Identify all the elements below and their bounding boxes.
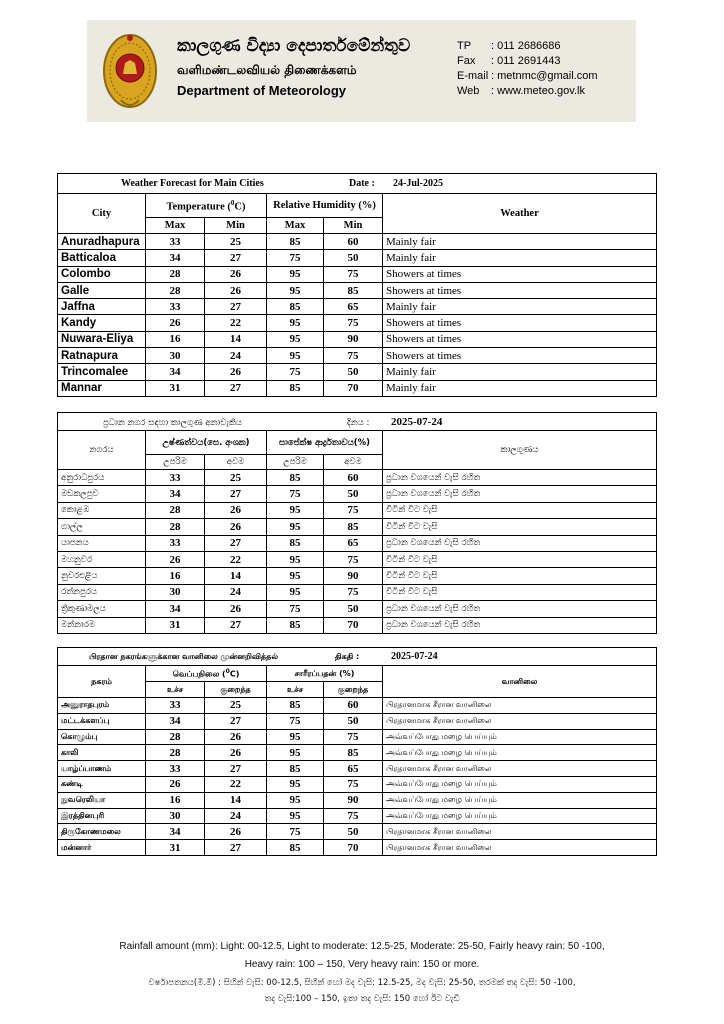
rh-min: 90 (324, 568, 383, 584)
table-row (58, 729, 657, 745)
table-row (58, 713, 657, 729)
table-body (58, 698, 657, 856)
rh-min: 65 (324, 299, 383, 315)
temp-min: 26 (205, 601, 267, 617)
table-row (58, 331, 657, 347)
rh-min: 70 (324, 380, 383, 396)
rh-min: 65 (324, 761, 383, 777)
rh-max: 95 (267, 568, 324, 584)
rh-min: 75 (324, 584, 383, 600)
header-temperature: උෂ්ණත්වය(සෙ. අංශක) (146, 431, 267, 455)
rh-max: 95 (267, 502, 324, 518)
table-row (58, 299, 657, 315)
temp-min: 25 (205, 470, 267, 486)
header-humidity: சாரீரப்பதன் (%) (267, 666, 383, 682)
rainfall-legend-english (0, 938, 724, 974)
temp-min: 26 (205, 519, 267, 535)
temp-max: 34 (146, 250, 205, 266)
table-row (58, 617, 657, 633)
sri-lanka-emblem-icon (101, 30, 159, 112)
temp-min: 26 (205, 745, 267, 761)
city-name: Batticaloa (58, 250, 146, 266)
city-name: මඩකලපුව (58, 486, 146, 502)
temp-min: 27 (205, 713, 267, 729)
rh-min: 90 (324, 331, 383, 347)
table-row (58, 601, 657, 617)
weather-description: பிரதானமாக சீரான வானிலை (383, 698, 657, 714)
rh-max: 75 (267, 486, 324, 502)
weather-description: Mainly fair (383, 299, 657, 315)
table-row (58, 502, 657, 518)
table-row (58, 470, 657, 486)
weather-description: பிரதானமாக சீரான வானிலை (383, 840, 657, 856)
table-title: பிரதான நகரங்களுக்கான வானிலை முன்னறிவித்தல் (89, 652, 278, 661)
city-name: මහනුවර (58, 551, 146, 567)
weather-description: Showers at times (383, 331, 657, 347)
header-rh-min: Min (324, 218, 383, 234)
table-row (58, 568, 657, 584)
header-temperature: Temperature ($^0$C) (146, 194, 267, 218)
city-name: යාපනය (58, 535, 146, 551)
weather-description: Showers at times (383, 266, 657, 282)
rh-max: 95 (267, 331, 324, 347)
rh-max: 85 (267, 470, 324, 486)
header-temp-max: උපරිම (146, 455, 205, 470)
table-row (58, 348, 657, 364)
forecast-date: 24-Jul-2025 (393, 178, 443, 189)
city-name: காலி (58, 745, 146, 761)
contact-value: : 011 2691443 (491, 55, 561, 67)
rh-min: 75 (324, 729, 383, 745)
header-temperature-unit: C) (229, 669, 240, 679)
rh-min: 50 (324, 364, 383, 380)
weather-description: විටින් විට වැසි (383, 551, 657, 567)
rh-min: 85 (324, 282, 383, 298)
header-weather: Weather (383, 194, 657, 234)
city-name: අනුරාධපුරය (58, 470, 146, 486)
temp-min: 27 (205, 535, 267, 551)
city-name: Nuwara-Eliya (58, 331, 146, 347)
header-weather: කාලගුණය (383, 431, 657, 470)
date-label: දිනය : (347, 417, 370, 428)
header-humidity: Relative Humidity (%) (267, 194, 383, 218)
temp-min: 26 (205, 824, 267, 840)
table-row (58, 315, 657, 331)
temp-max: 33 (146, 234, 205, 250)
rh-max: 95 (267, 792, 324, 808)
header-temp-min: குறைந்த (205, 682, 267, 698)
header-rh-max: உச்ச (267, 682, 324, 698)
city-name: Mannar (58, 380, 146, 396)
temp-max: 26 (146, 315, 205, 331)
temp-min: 22 (205, 551, 267, 567)
rh-min: 60 (324, 470, 383, 486)
rh-max: 75 (267, 713, 324, 729)
weather-description: ප්‍රධාන වශයෙන් වැසි රහිත (383, 470, 657, 486)
city-name: Ratnapura (58, 348, 146, 364)
rh-max: 75 (267, 601, 324, 617)
temp-max: 28 (146, 502, 205, 518)
contact-value: : 011 2686686 (491, 40, 561, 52)
table-row (58, 486, 657, 502)
temp-max: 28 (146, 745, 205, 761)
rh-max: 95 (267, 348, 324, 364)
temp-max: 33 (146, 299, 205, 315)
table-title-row (58, 413, 657, 431)
rh-max: 85 (267, 698, 324, 714)
header-city: நகரம் (58, 666, 146, 698)
city-name: மன்னார் (58, 840, 146, 856)
contact-label: Web (457, 85, 480, 97)
temp-max: 16 (146, 568, 205, 584)
rh-max: 85 (267, 299, 324, 315)
weather-description: பிரதானமாக சீரான வானிலை (383, 761, 657, 777)
temp-max: 30 (146, 808, 205, 824)
weather-description: Mainly fair (383, 364, 657, 380)
contact-email (457, 69, 598, 84)
rh-max: 85 (267, 234, 324, 250)
rh-min: 85 (324, 519, 383, 535)
rh-min: 75 (324, 502, 383, 518)
contact-label: Fax (457, 55, 476, 67)
city-name: ත්‍රිකුණාමලය (58, 601, 146, 617)
rh-max: 95 (267, 584, 324, 600)
weather-description: Mainly fair (383, 234, 657, 250)
weather-description: அவ்வப்போது மழை பெய்யும் (383, 729, 657, 745)
table-row (58, 519, 657, 535)
table-row (58, 745, 657, 761)
rh-min: 75 (324, 348, 383, 364)
header-city: City (58, 194, 146, 234)
temp-max: 28 (146, 266, 205, 282)
contact-value: : www.meteo.gov.lk (491, 85, 585, 97)
rh-max: 95 (267, 729, 324, 745)
weather-description: Mainly fair (383, 380, 657, 396)
rh-min: 75 (324, 266, 383, 282)
city-name: கொழும்பு (58, 729, 146, 745)
rh-min: 50 (324, 250, 383, 266)
rainfall-legend-sinhala (0, 975, 724, 1007)
table-title: ප්‍රධාන නගර සඳහා කාලගුණ අනාවැකිය (103, 417, 242, 428)
rh-max: 95 (267, 519, 324, 535)
weather-description: அவ்வப்போது மழை பெய்யும் (383, 792, 657, 808)
forecast-table-tamil (57, 647, 657, 856)
table-row (58, 840, 657, 856)
weather-description: ප්‍රධාන වශයෙන් වැසි රහිත (383, 486, 657, 502)
temp-max: 31 (146, 617, 205, 633)
forecast-date: 2025-07-24 (391, 415, 443, 428)
weather-description: විටින් විට වැසි (383, 519, 657, 535)
temp-max: 26 (146, 776, 205, 792)
weather-description: විටින් විට වැසි (383, 584, 657, 600)
rh-min: 50 (324, 713, 383, 729)
rainfall-legend-line: වර්ෂාපතනය(මි.මී) : සිහින් වැසි: 00-12.5, සිහින් හෝ මද වැසි: 12.5-25, මද වැසි: 25-50, තරමක් තද වැසි: 50 -100, (148, 978, 576, 988)
city-name: மட்டக்களப்பு (58, 713, 146, 729)
temp-max: 31 (146, 380, 205, 396)
rh-max: 85 (267, 380, 324, 396)
table-title-row (58, 648, 657, 666)
rh-min: 75 (324, 551, 383, 567)
weather-description: அவ்வப்போது மழை பெய்யும் (383, 808, 657, 824)
temp-max: 34 (146, 713, 205, 729)
rh-min: 75 (324, 776, 383, 792)
temp-max: 26 (146, 551, 205, 567)
header-temperature-label: வெப்பநிலை ( (172, 669, 226, 679)
temp-max: 33 (146, 698, 205, 714)
temp-min: 25 (205, 698, 267, 714)
temp-max: 28 (146, 729, 205, 745)
weather-description: Showers at times (383, 315, 657, 331)
city-name: திருகோணமலை (58, 824, 146, 840)
weather-description: ප්‍රධාන වශයෙන් වැසි රහිත (383, 601, 657, 617)
department-name-english: Department of Meteorology (177, 83, 347, 98)
table-row (58, 266, 657, 282)
temp-min: 24 (205, 584, 267, 600)
rh-max: 75 (267, 824, 324, 840)
header-city: නගරය (58, 431, 146, 470)
rh-min: 75 (324, 808, 383, 824)
rh-max: 95 (267, 745, 324, 761)
temp-min: 27 (205, 250, 267, 266)
city-name: யாழ்ப்பாணம் (58, 761, 146, 777)
city-name: ගාල්ල (58, 519, 146, 535)
temp-min: 25 (205, 234, 267, 250)
department-name-sinhala: කාලගුණ විද්‍යා දෙපාර්තමේන්තුව (177, 36, 411, 56)
rh-min: 90 (324, 792, 383, 808)
city-name: රත්නපුරය (58, 584, 146, 600)
table-body (58, 234, 657, 397)
temp-min: 24 (205, 348, 267, 364)
table-body (58, 470, 657, 634)
header-temp-min: Min (205, 218, 267, 234)
temp-min: 22 (205, 315, 267, 331)
table-row (58, 282, 657, 298)
rainfall-legend-line: Rainfall amount (mm): Light: 00-12.5, Light to moderate: 12.5-25, Moderate: 25-50, Fairly heavy rain: 50 -100, (119, 941, 605, 952)
rh-min: 50 (324, 486, 383, 502)
rainfall-legend-line: Heavy rain: 100 – 150, Very heavy rain: 150 or more. (244, 959, 480, 970)
temp-max: 33 (146, 535, 205, 551)
header-temperature: வெப்பநிலை ($^0$C) (146, 666, 267, 682)
rh-min: 70 (324, 617, 383, 633)
temp-min: 26 (205, 502, 267, 518)
temp-max: 34 (146, 364, 205, 380)
city-name: Colombo (58, 266, 146, 282)
table-row (58, 808, 657, 824)
temp-min: 26 (205, 729, 267, 745)
forecast-date: 2025-07-24 (391, 651, 438, 662)
temp-min: 27 (205, 617, 267, 633)
header-temperature-label: Temperature ( (166, 201, 231, 213)
city-name: Galle (58, 282, 146, 298)
temp-max: 28 (146, 282, 205, 298)
temp-max: 33 (146, 761, 205, 777)
temp-max: 16 (146, 792, 205, 808)
table-row (58, 698, 657, 714)
department-name-tamil: வளிமண்டலவியல் திணைக்களம் (177, 63, 357, 77)
table-row (58, 584, 657, 600)
table-row (58, 792, 657, 808)
date-label: திகதி : (335, 652, 360, 661)
temp-min: 27 (205, 486, 267, 502)
city-name: நுவரெலியா (58, 792, 146, 808)
city-name: Trincomalee (58, 364, 146, 380)
rh-min: 50 (324, 601, 383, 617)
temp-max: 33 (146, 470, 205, 486)
table-row (58, 776, 657, 792)
city-name: Anuradhapura (58, 234, 146, 250)
letterhead (87, 20, 636, 122)
rh-max: 85 (267, 840, 324, 856)
table-row (58, 380, 657, 396)
temp-min: 27 (205, 299, 267, 315)
header-rh-max: උපරිම (267, 455, 324, 470)
header-temp-min: අවම (205, 455, 267, 470)
temp-min: 14 (205, 331, 267, 347)
temp-min: 24 (205, 808, 267, 824)
rh-max: 95 (267, 282, 324, 298)
temp-max: 30 (146, 584, 205, 600)
city-name: මන්නාරම (58, 617, 146, 633)
header-rh-max: Max (267, 218, 324, 234)
temp-min: 26 (205, 266, 267, 282)
weather-description: Showers at times (383, 282, 657, 298)
rh-min: 75 (324, 315, 383, 331)
temp-max: 34 (146, 601, 205, 617)
forecast-table-sinhala (57, 412, 657, 634)
city-name: Kandy (58, 315, 146, 331)
temp-min: 27 (205, 761, 267, 777)
rh-min: 50 (324, 824, 383, 840)
table-row (58, 364, 657, 380)
contact-fax (457, 54, 598, 69)
header-rh-min: අවම (324, 455, 383, 470)
table-row (58, 551, 657, 567)
header-temp-max: Max (146, 218, 205, 234)
temp-max: 30 (146, 348, 205, 364)
weather-description: විටින් විට වැසි (383, 568, 657, 584)
city-name: නුවරඑළිය (58, 568, 146, 584)
rh-max: 95 (267, 808, 324, 824)
weather-description: பிரதானமாக சீரான வானிலை (383, 713, 657, 729)
table-row (58, 761, 657, 777)
temp-min: 27 (205, 840, 267, 856)
city-name: அனுராதபுரம் (58, 698, 146, 714)
rh-max: 95 (267, 266, 324, 282)
weather-description: ප්‍රධාන වශයෙන් වැසි රහිත (383, 617, 657, 633)
contact-label: TP (457, 40, 472, 52)
table-row (58, 535, 657, 551)
weather-description: பிரதானமாக சீரான வானிலை (383, 824, 657, 840)
rh-max: 85 (267, 617, 324, 633)
temp-min: 27 (205, 380, 267, 396)
date-label: Date : (349, 178, 375, 189)
contact-value: : metnmc@gmail.com (491, 70, 598, 82)
weather-description: Mainly fair (383, 250, 657, 266)
rh-max: 95 (267, 776, 324, 792)
weather-description: அவ்வப்போது மழை பெய்யும் (383, 745, 657, 761)
contact-phone (457, 39, 598, 54)
rh-min: 60 (324, 698, 383, 714)
rh-min: 85 (324, 745, 383, 761)
city-name: Jaffna (58, 299, 146, 315)
table-row (58, 250, 657, 266)
header-temp-max: உச்ச (146, 682, 205, 698)
city-name: இரத்தினபுரி (58, 808, 146, 824)
city-name: කොළඹ (58, 502, 146, 518)
temp-min: 26 (205, 282, 267, 298)
rh-min: 60 (324, 234, 383, 250)
weather-description: විටින් විට වැසි (383, 502, 657, 518)
contact-label: E-mail (457, 70, 489, 82)
rh-max: 85 (267, 761, 324, 777)
contact-web (457, 84, 598, 99)
weather-description: அவ்வப்போது மழை பெய்யும் (383, 776, 657, 792)
temp-min: 22 (205, 776, 267, 792)
weather-description: Showers at times (383, 348, 657, 364)
temp-max: 31 (146, 840, 205, 856)
table-row (58, 234, 657, 250)
table-title-row (58, 174, 657, 194)
table-row (58, 824, 657, 840)
temp-max: 28 (146, 519, 205, 535)
rh-max: 95 (267, 551, 324, 567)
temp-max: 34 (146, 824, 205, 840)
temp-max: 16 (146, 331, 205, 347)
table-title: Weather Forecast for Main Cities (121, 178, 264, 189)
rh-max: 85 (267, 535, 324, 551)
rh-max: 75 (267, 250, 324, 266)
temp-min: 14 (205, 568, 267, 584)
rh-max: 95 (267, 315, 324, 331)
temp-min: 26 (205, 364, 267, 380)
rh-min: 65 (324, 535, 383, 551)
temp-min: 14 (205, 792, 267, 808)
rh-max: 75 (267, 364, 324, 380)
rh-min: 70 (324, 840, 383, 856)
header-weather: வானிலை (383, 666, 657, 698)
city-name: கண்டி (58, 776, 146, 792)
temp-max: 34 (146, 486, 205, 502)
forecast-table-english (57, 173, 657, 397)
header-rh-min: குறைந்த (324, 682, 383, 698)
header-temperature-unit: C) (234, 201, 246, 213)
header-humidity: සාපේක්ෂ ආර්ද්‍රතාවය(%) (267, 431, 383, 455)
contact-details (457, 39, 598, 99)
rainfall-legend-line: තද වැසි:100 – 150, ඉතා තද වැසි: 150 හෝ ඊට වැඩි (264, 994, 460, 1004)
weather-description: ප්‍රධාන වශයෙන් වැසි රහිත (383, 535, 657, 551)
